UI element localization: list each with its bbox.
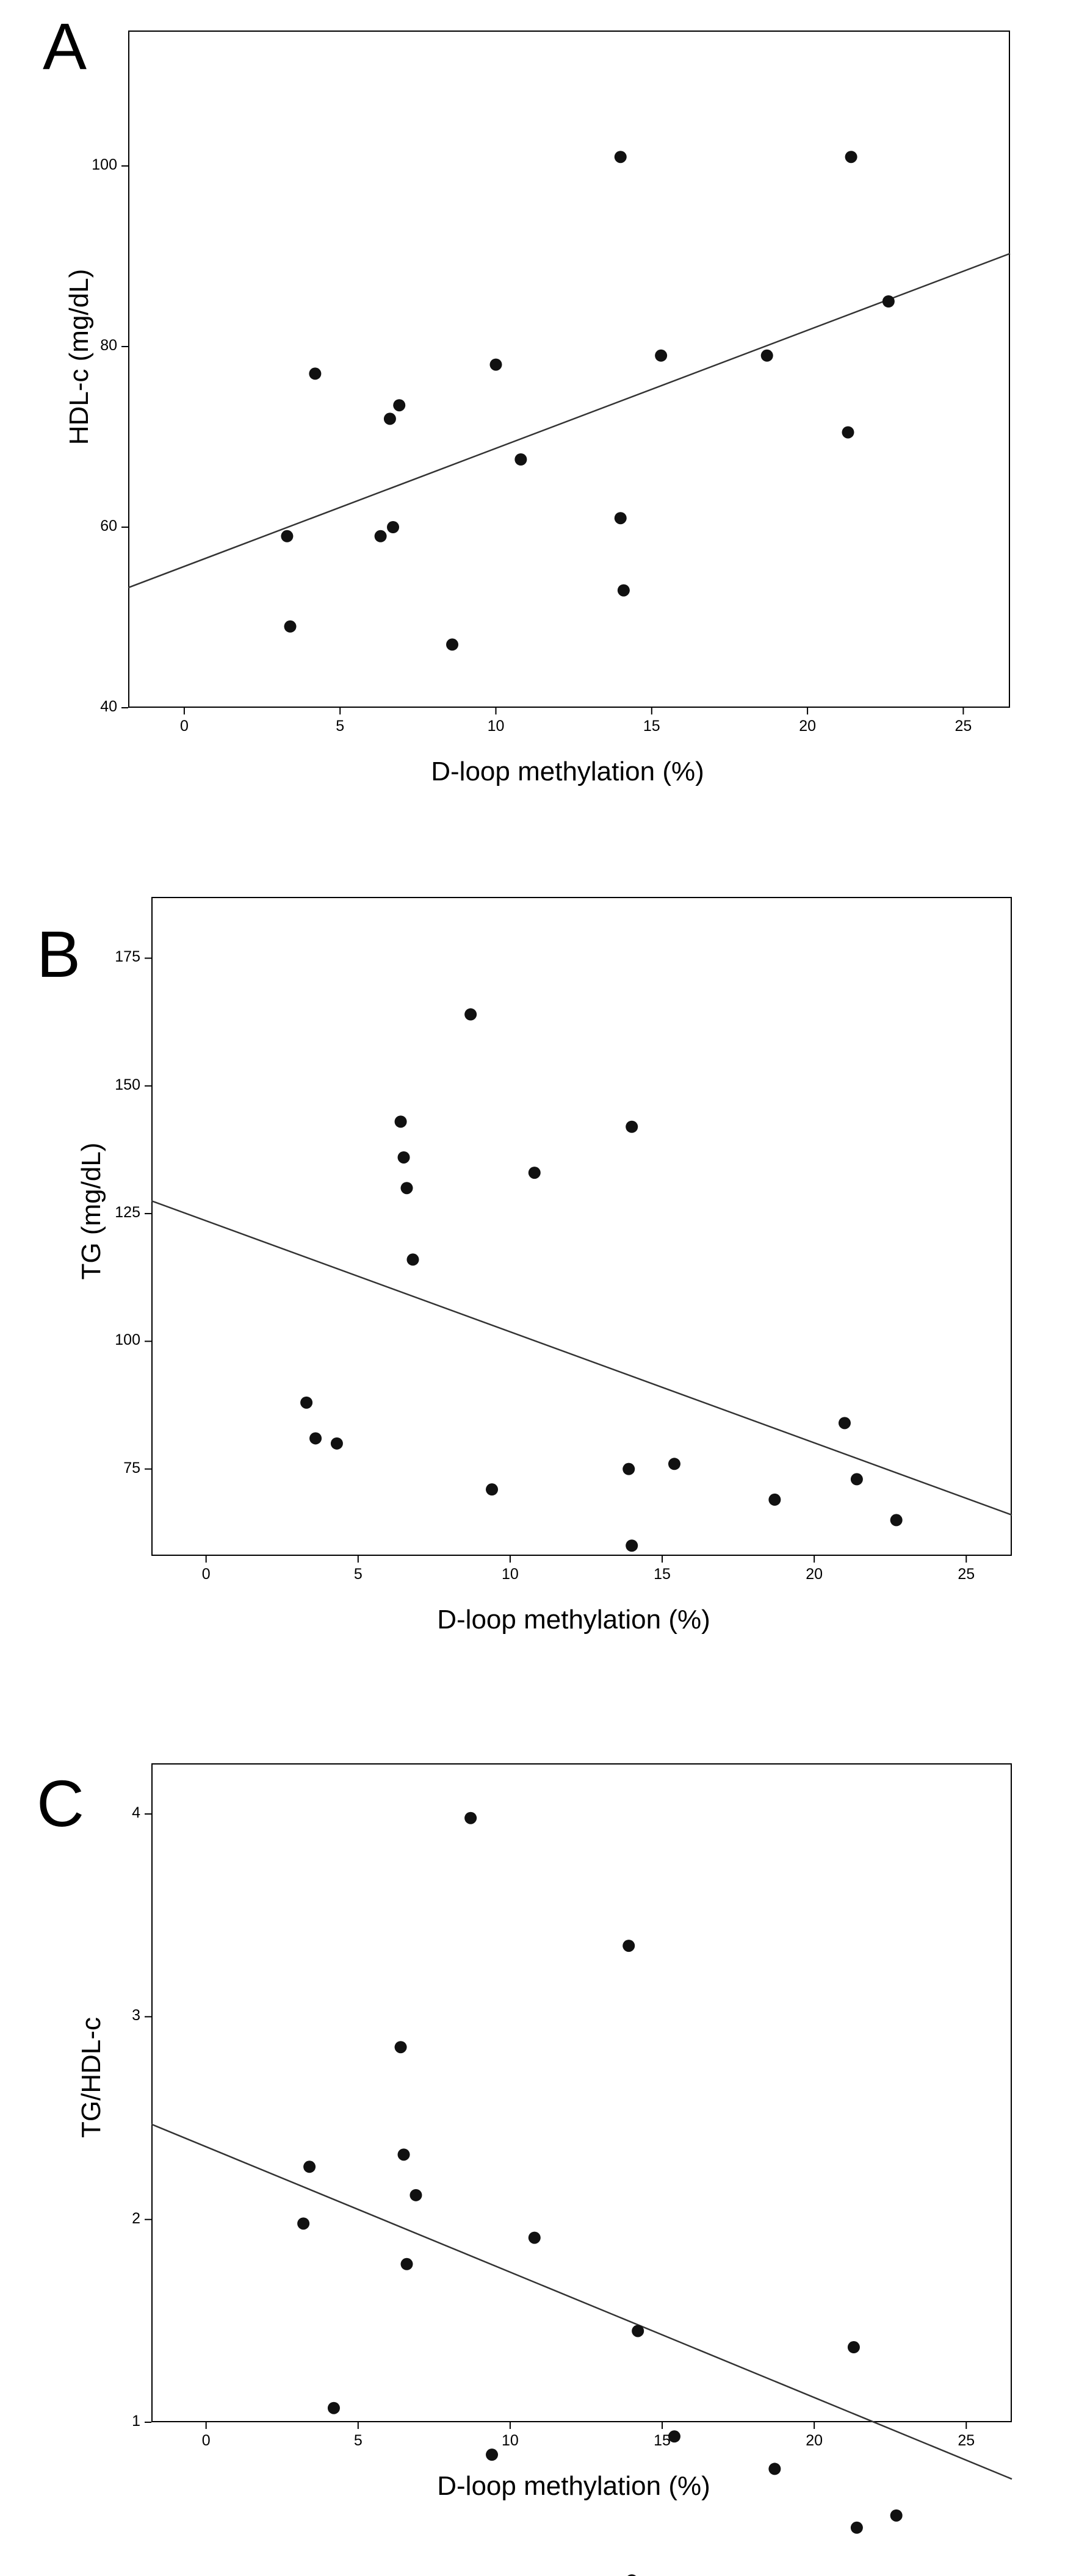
x-axis-tick-label: 0 [179, 718, 189, 735]
x-axis-tick-label: 15 [654, 1566, 671, 1583]
data-point [328, 2402, 340, 2414]
data-point [529, 2232, 541, 2244]
data-point [761, 350, 773, 362]
y-axis-tick-label: 4 [132, 1804, 140, 1822]
panel-c-letter: C [37, 1766, 84, 1840]
data-point [303, 2160, 316, 2173]
data-point [398, 2148, 410, 2160]
x-axis-tick-label: 5 [336, 718, 345, 735]
data-point [514, 453, 527, 466]
data-point [284, 621, 297, 633]
data-point [309, 367, 321, 380]
data-point [839, 1417, 851, 1429]
data-point [529, 1167, 541, 1179]
y-axis-tick-label: 60 [100, 517, 117, 534]
y-axis-tick-label: 40 [100, 698, 117, 715]
y-axis-tick-label: 3 [132, 2007, 140, 2024]
data-point [668, 1458, 680, 1470]
trendline [128, 254, 1010, 588]
x-axis-tick-label: 5 [353, 2432, 363, 2449]
x-axis-tick-label: 15 [654, 2432, 671, 2449]
x-axis-tick-label: 25 [955, 718, 972, 735]
y-axis-tick-label: 2 [132, 2209, 140, 2227]
trendline [151, 2124, 1012, 2480]
x-axis-tick-label: 20 [806, 1566, 823, 1583]
data-point [845, 151, 857, 163]
panel-a-y-axis-title: HDL-c (mg/dL) [64, 268, 94, 445]
data-point [626, 1539, 638, 1552]
data-point [395, 2041, 407, 2053]
data-point [890, 2509, 903, 2522]
x-axis-tick-label: 10 [487, 718, 505, 735]
x-axis-tick-label: 25 [958, 1566, 975, 1583]
y-axis-tick-label: 100 [115, 1331, 140, 1349]
panel-c [0, 1733, 1079, 2576]
data-point [464, 1812, 477, 1824]
x-axis-tick-label: 10 [502, 1566, 519, 1583]
data-point [882, 295, 895, 308]
data-point [486, 2448, 498, 2461]
data-point [655, 350, 667, 362]
panel-a-letter: A [43, 9, 87, 83]
data-point [842, 426, 854, 439]
data-point [300, 1397, 312, 1409]
panel-b-data-layer [0, 866, 1079, 1721]
data-point [398, 1151, 410, 1164]
data-point [615, 512, 627, 524]
x-axis-tick-label: 5 [353, 1566, 363, 1583]
y-axis-tick-label: 100 [92, 156, 117, 173]
data-point [309, 1432, 322, 1444]
y-axis-tick-label: 125 [115, 1204, 140, 1221]
x-axis-tick-label: 20 [806, 2432, 823, 2449]
panel-a-x-axis-title: D-loop methylation (%) [431, 757, 704, 786]
data-point [331, 1437, 343, 1450]
data-point [486, 1483, 498, 1495]
x-axis-tick-label: 25 [958, 2432, 975, 2449]
panel-b [0, 866, 1079, 1721]
y-axis-tick-label: 175 [115, 948, 140, 966]
data-point [618, 585, 630, 597]
data-point [446, 638, 458, 650]
data-point [384, 412, 396, 425]
data-point [768, 1494, 781, 1506]
data-point [626, 1121, 638, 1133]
data-point [401, 2258, 413, 2270]
y-axis-tick-label: 80 [100, 337, 117, 354]
data-point [393, 399, 405, 411]
x-axis-tick-label: 0 [201, 1566, 211, 1583]
panel-a [0, 0, 1079, 854]
data-point [848, 2341, 860, 2353]
data-point [622, 1463, 635, 1475]
data-point [297, 2217, 309, 2229]
data-point [410, 2189, 422, 2201]
data-point [401, 1182, 413, 1194]
y-axis-tick-label: 75 [123, 1459, 140, 1477]
data-point [375, 530, 387, 542]
y-axis-tick-label: 1 [132, 2412, 140, 2430]
x-axis-tick-label: 15 [643, 718, 660, 735]
data-point [387, 521, 399, 533]
panel-c-y-axis-title: TG/HDL-c [76, 2017, 106, 2138]
data-point [622, 1940, 635, 1952]
trendline [151, 1201, 1012, 1515]
data-point [281, 530, 293, 542]
x-axis-tick-label: 10 [502, 2432, 519, 2449]
panel-b-x-axis-title: D-loop methylation (%) [437, 1605, 710, 1635]
panel-c-x-axis-title: D-loop methylation (%) [437, 2471, 710, 2501]
data-point [490, 359, 502, 371]
data-point [851, 1473, 863, 1485]
data-point [632, 2325, 644, 2337]
panel-c-data-layer [0, 1733, 1079, 2576]
data-point [615, 151, 627, 163]
y-axis-tick-label: 150 [115, 1076, 140, 1093]
panel-b-letter: B [37, 917, 81, 991]
x-axis-tick-label: 20 [799, 718, 817, 735]
data-point [890, 1514, 903, 1526]
x-axis-tick-label: 0 [201, 2432, 211, 2449]
data-point [406, 1253, 419, 1265]
panel-b-y-axis-title: TG (mg/dL) [76, 1142, 106, 1280]
data-point [395, 1115, 407, 1128]
data-point [851, 2522, 863, 2534]
data-point [464, 1009, 477, 1021]
